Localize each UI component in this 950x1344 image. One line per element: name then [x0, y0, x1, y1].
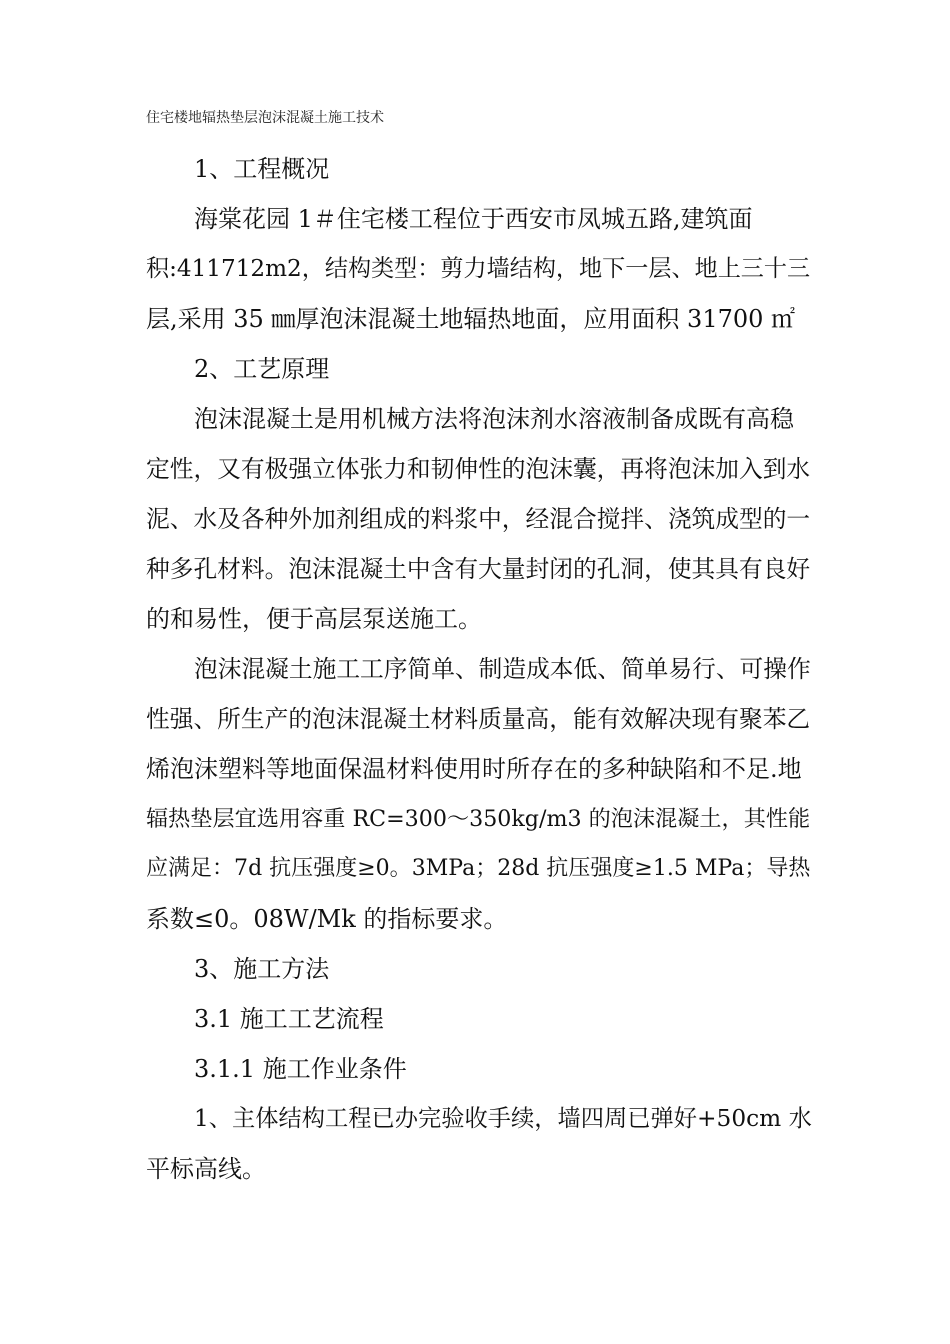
paragraph-line: 平标高线。 — [146, 1155, 266, 1183]
section-heading: 3、施工方法 — [194, 955, 330, 983]
paragraph-line: 系数≤0。08W/Mk 的指标要求。 — [146, 905, 508, 933]
paragraph-line: 泥、水及各种外加剂组成的料浆中，经混合搅拌、浇筑成型的一 — [146, 505, 811, 533]
paragraph-line: 种多孔材料。泡沫混凝土中含有大量封闭的孔洞，使其具有良好 — [146, 555, 811, 583]
paragraph-line: 的和易性，便于高层泵送施工。 — [146, 605, 482, 633]
subsection-heading: 3.1.1 施工作业条件 — [194, 1055, 407, 1083]
document-body — [146, 144, 814, 1194]
paragraph-line: 定性，又有极强立体张力和韧伸性的泡沫囊，再将泡沫加入到水 — [146, 455, 811, 483]
paragraph-line: 海棠花园 1＃住宅楼工程位于西安市凤城五路,建筑面 — [194, 205, 753, 233]
paragraph-line: 应满足：7d 抗压强度≥0。3MPa；28d 抗压强度≥1.5 MPa；导热 — [146, 856, 811, 881]
paragraph-line: 性强、所生产的泡沫混凝土材料质量高，能有效解决现有聚苯乙 — [146, 705, 811, 733]
paragraph-line: 泡沫混凝土施工工序简单、制造成本低、简单易行、可操作 — [194, 655, 811, 683]
section-heading: 2、工艺原理 — [194, 355, 330, 383]
subsection-heading: 3.1 施工工艺流程 — [194, 1005, 384, 1033]
paragraph-line: 层,采用 35 ㎜厚泡沫混凝土地辐热地面，应用面积 31700 ㎡ — [146, 305, 796, 333]
paragraph-line: 烯泡沫塑料等地面保温材料使用时所存在的多种缺陷和不足.地 — [146, 755, 802, 783]
section-heading: 1、工程概况 — [194, 155, 330, 183]
paragraph-line: 1、主体结构工程已办完验收手续，墙四周已弹好+50cm 水 — [194, 1105, 812, 1132]
paragraph-line: 积:411712m2，结构类型：剪力墙结构，地下一层、地上三十三 — [146, 256, 811, 282]
paragraph-line: 泡沫混凝土是用机械方法将泡沫剂水溶液制备成既有高稳 — [194, 405, 794, 433]
document-title: 住宅楼地辐热垫层泡沫混凝土施工技术 — [146, 110, 384, 126]
paragraph-line: 辐热垫层宜选用容重 RC=300～350kg/m3 的泡沫混凝土，其性能 — [146, 806, 811, 832]
